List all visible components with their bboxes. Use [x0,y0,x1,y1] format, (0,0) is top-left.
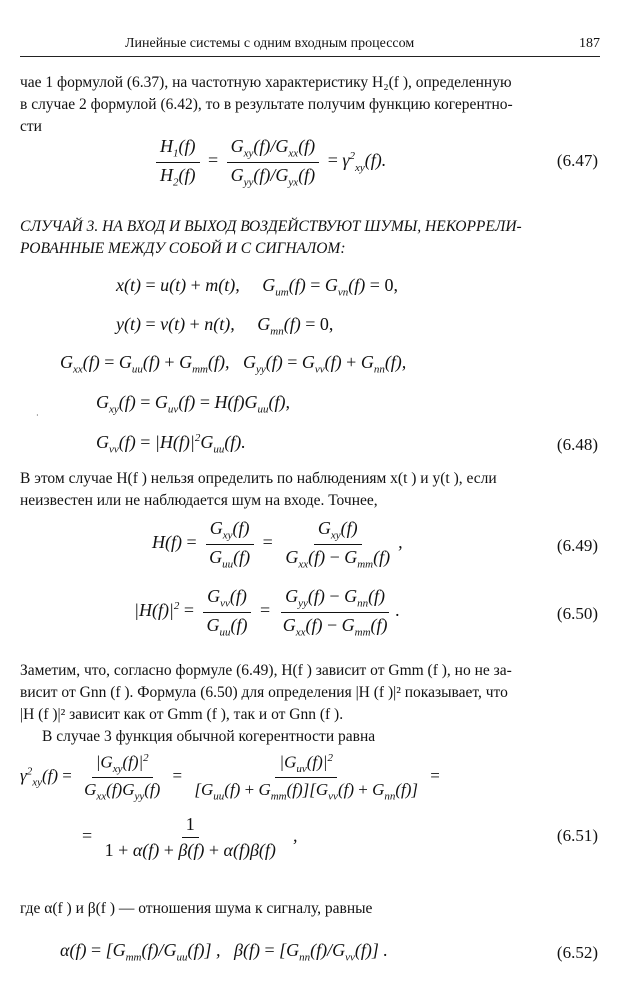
equation-line: x(t) = u(t) + m(t), $G_{um}(f) = G_{vn}(f) = 0$, [116,275,398,299]
case-heading-line: СЛУЧАЙ 3. НА ВХОД И ВЫХОД ВОЗДЕЙСТВУЮТ ШУМЫ, НЕКОРРЕЛИ- [20,218,522,235]
paragraph-line: висит от Gnn (f ). Формула (6.50) для определения |H (f )|² показывает, что [20,684,508,701]
paragraph-line: |H (f )|² зависит как от Gmm (f ), так и от Gnn (f ). [20,706,344,723]
paragraph-line: в случае 2 формулой (6.42), то в результате получим функцию когерентно- [20,96,513,113]
equation-6-49: H(f) = $\frac{G_{xy}(f)}{G_{uu}(f)}$ = $\frac{G_{xy}(f)}{G_{xx}(f) - G_{mm}(f)}$ , [152,518,403,571]
equation-line: y(t) = v(t) + n(t), $G_{mn}(f) = 0$, [116,314,334,338]
page-number: 187 [579,36,600,51]
equation-line: $G_{vv}(f) = |H(f)|^2G_{uu}(f)$. [96,432,246,456]
coherence-equation: $\gamma^2_{xy}(f)$ = $\frac{|G_{xy}(f)|^2}{G_{xx}(f)G_{yy}(f)}$ = $\frac{|G_{uv}(f)|^2}{[G_{uu}(f) + G_{mm}(f)][G_{vv}(f) + G_{nn}(f)]}$ = [20,752,440,803]
equation-line: $G_{xy}(f) = G_{uv}(f) = H(f)G_{uu}(f)$, [96,392,290,416]
equation-6-51: = $\frac{1}{1 + \alpha(f) + \beta(f) + \alpha(f)\beta(f)}$ , [82,814,298,860]
equation-number: (6.47) [556,151,598,170]
equation-line: $G_{xx}(f) = G_{uu}(f) + G_{mm}(f)$, $G_{yy}(f) = G_{vv}(f) + G_{nn}(f)$, [60,352,407,376]
paragraph-line: Заметим, что, согласно формуле (6.49), H(f ) зависит от Gmm (f ), но не за- [20,662,512,679]
paragraph-line: сти [20,118,42,135]
equation-number: (6.50) [556,604,598,623]
paragraph-line: В случае 3 функция обычной когерентности равна [42,728,376,745]
paragraph-line: В этом случае H(f ) нельзя определить по наблюдениям x(t ) и y(t ), если [20,470,497,487]
equation-number: (6.49) [556,536,598,555]
stray-dot: · [36,411,39,420]
paragraph-line: чае 1 формулой (6.37), на частотную характеристику H₂(f ), определенную [20,74,512,91]
equation-number: (6.52) [556,943,598,962]
equation-6-50: $|H(f)|^2$ = $\frac{G_{vv}(f)}{G_{uu}(f)}$ = $\frac{G_{yy}(f) - G_{nn}(f)}{G_{xx}(f) - G_{mm}(f)}$ . [134,586,401,639]
case-heading-line: РОВАННЫЕ МЕЖДУ СОБОЙ И С СИГНАЛОМ: [20,240,346,257]
equation-6-47: $\frac{H_1(f)}{H_2(f)}$ = $\frac{G_{xy}(f)/G_{xx}(f)}{G_{yy}(f)/G_{yx}(f)}$ = $\gamma^2_{xy}(f)$. [152,136,386,188]
paragraph-line: неизвестен или не наблюдается шум на входе. Точнее, [20,492,378,509]
equation-number: (6.51) [556,826,598,845]
equation-6-52: $\alpha(f) = [G_{mm}(f)/G_{uu}(f)]$ , $\beta(f) = [G_{nn}(f)/G_{vv}(f)]$ . [60,940,388,964]
equation-number: (6.48) [556,435,598,454]
header-title: Линейные системы с одним входным процессом [125,36,415,51]
running-header [20,34,600,57]
paragraph-line: где α(f ) и β(f ) — отношения шума к сигналу, равные [20,900,373,917]
